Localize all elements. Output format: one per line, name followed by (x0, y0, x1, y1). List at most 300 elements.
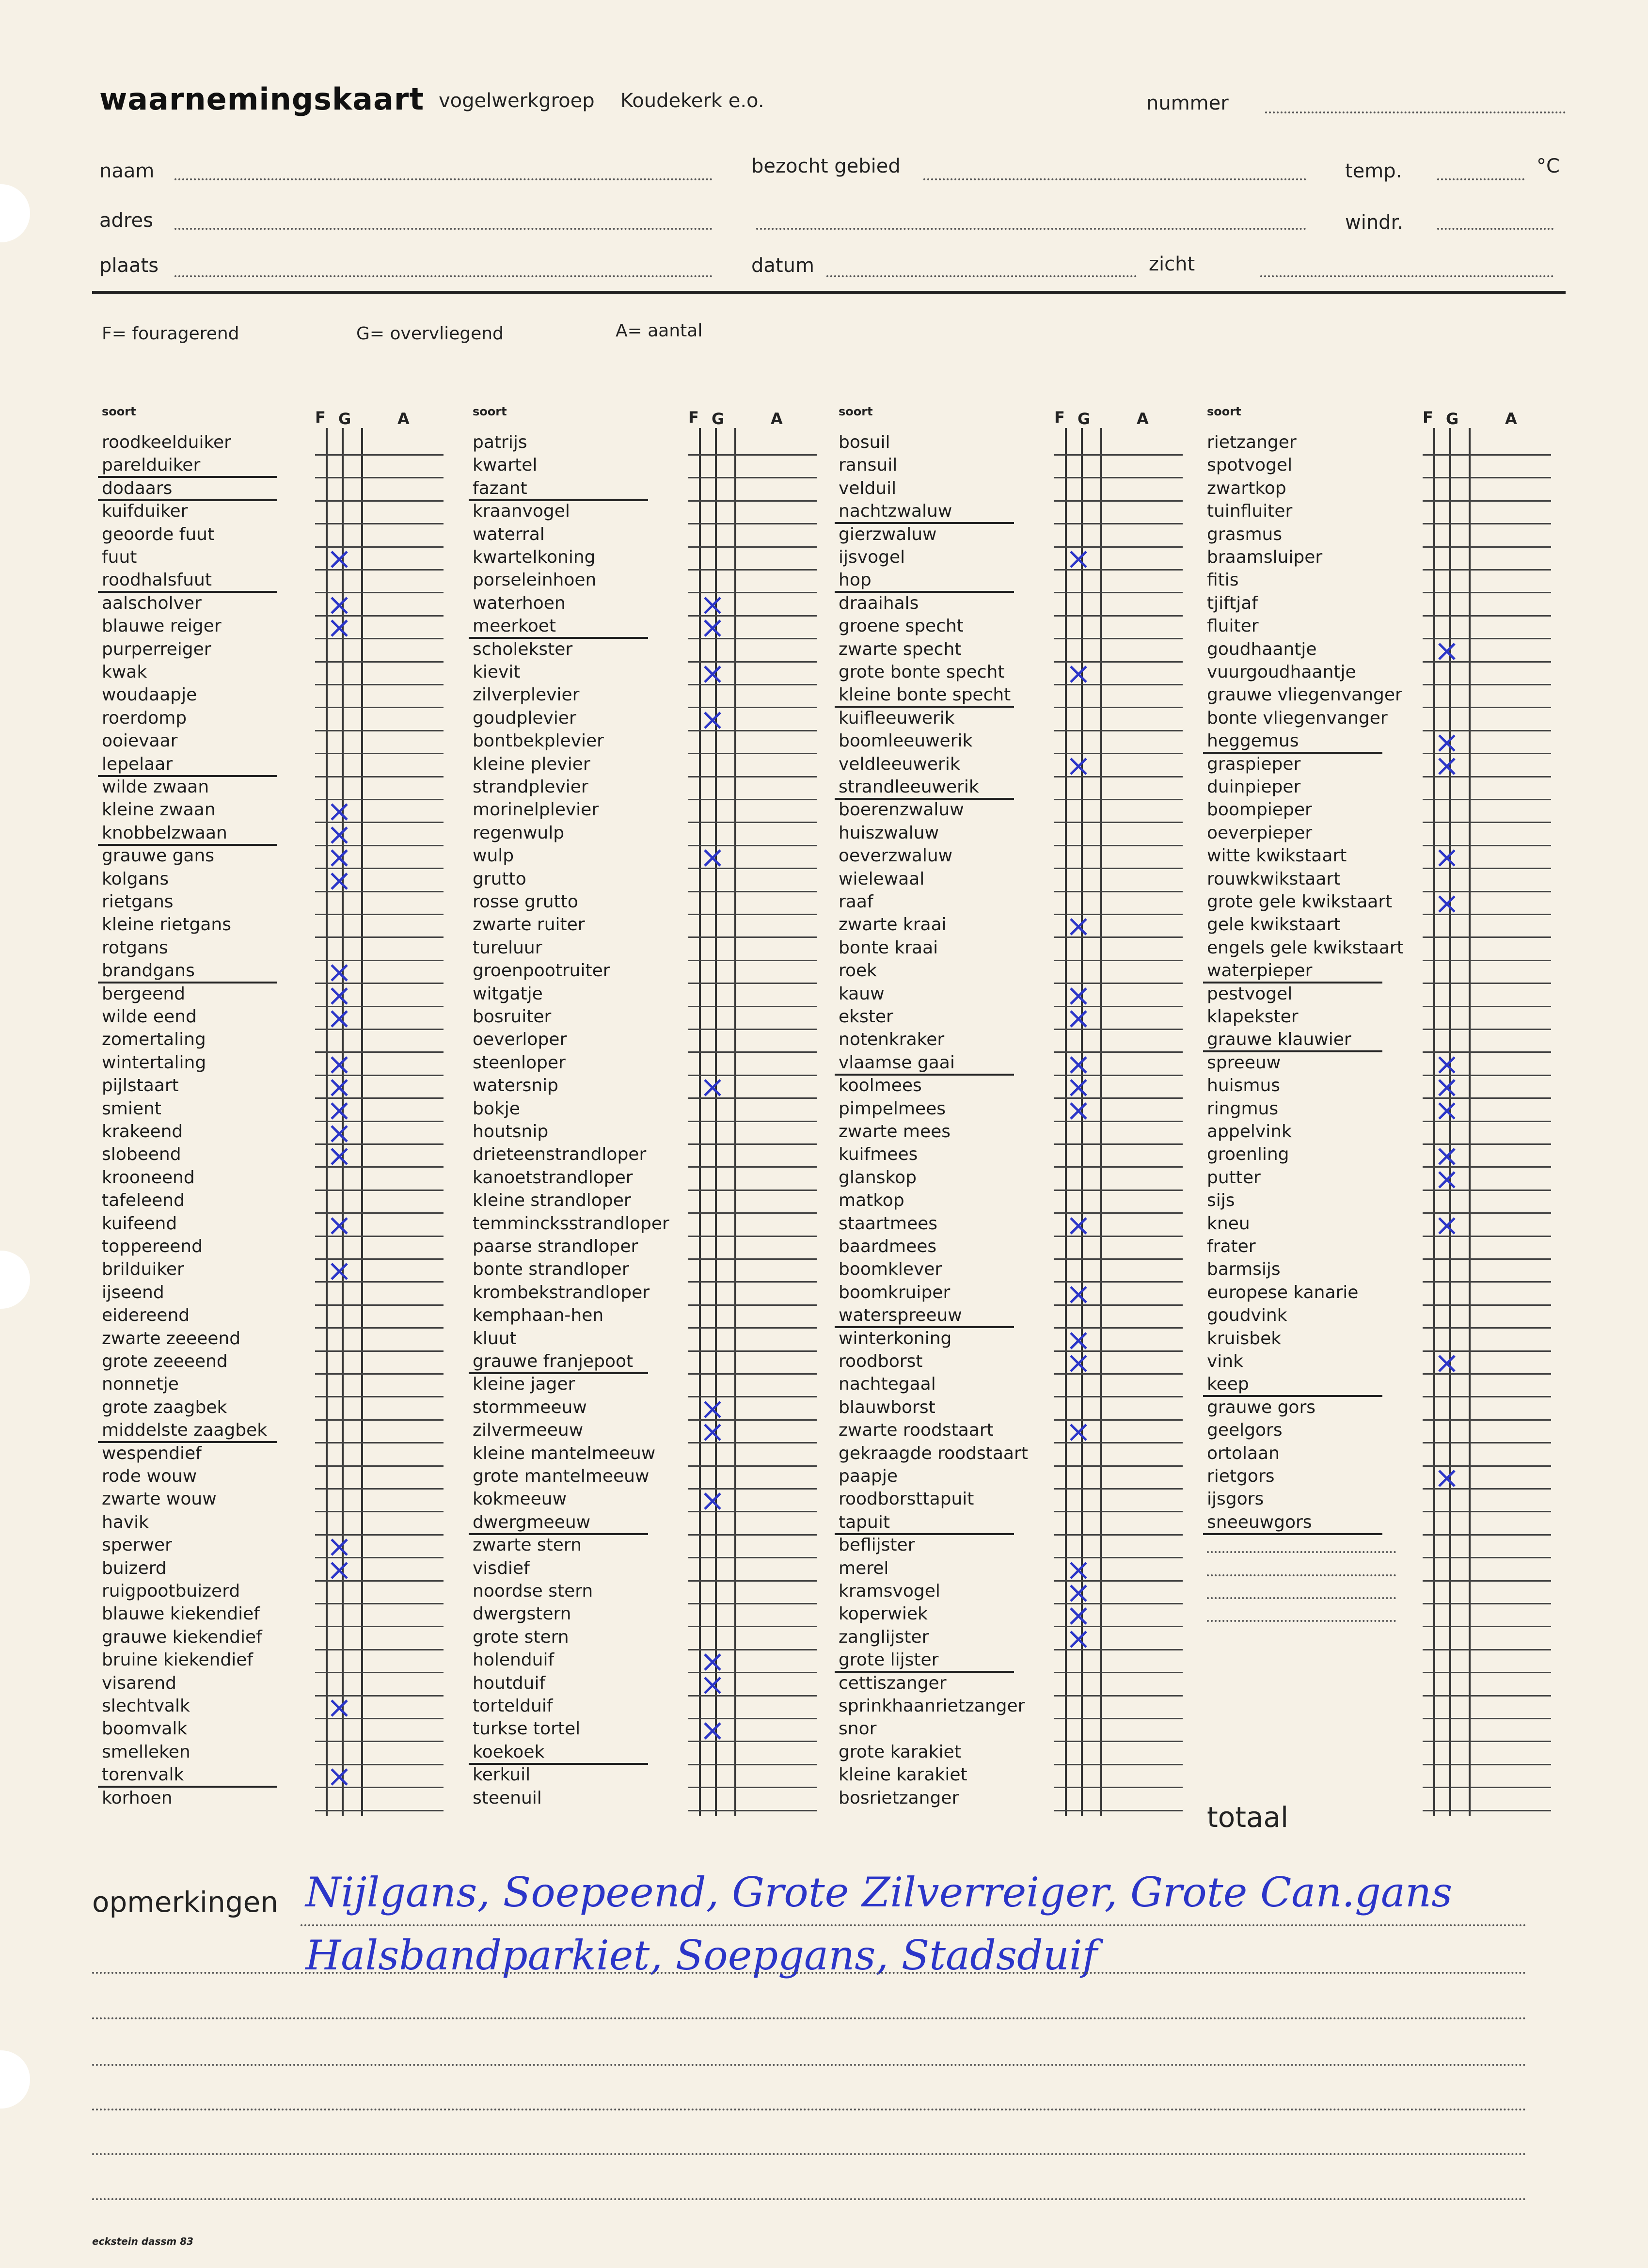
species-row-line[interactable] (688, 1327, 817, 1329)
species-row-line[interactable] (1054, 799, 1183, 800)
species-row-line[interactable] (1054, 1373, 1183, 1375)
species-row-line[interactable] (1054, 753, 1183, 754)
empty-row-line[interactable] (1423, 1603, 1551, 1604)
species-row-line[interactable] (688, 1075, 817, 1076)
species-row-line[interactable] (1054, 1534, 1183, 1536)
species-row-line[interactable] (1423, 1442, 1551, 1443)
species-row-line[interactable] (1054, 1557, 1183, 1558)
species-row-line[interactable] (315, 615, 444, 617)
species-row-line[interactable] (688, 500, 817, 502)
check-mark-icon (330, 596, 349, 615)
species-row-line[interactable] (688, 615, 817, 617)
species-row-line[interactable] (1423, 753, 1551, 754)
species-row-line[interactable] (315, 1075, 444, 1076)
species-row-line[interactable] (688, 1304, 817, 1306)
species-name: dwergstern (473, 1604, 571, 1624)
column-4-g-header: G (1446, 410, 1459, 428)
remarks-line-7[interactable] (92, 2198, 1527, 2200)
empty-row-line[interactable] (1423, 1626, 1551, 1627)
species-row-line[interactable] (1054, 1695, 1183, 1697)
empty-row-line[interactable] (1423, 1764, 1551, 1765)
species-row-line[interactable] (1423, 1534, 1551, 1536)
species-row-line[interactable] (688, 868, 817, 869)
species-row-line[interactable] (1054, 845, 1183, 846)
species-name: keep (1207, 1374, 1249, 1395)
species-row-line[interactable] (1054, 776, 1183, 777)
species-row-line[interactable] (315, 638, 444, 639)
species-row-line[interactable] (688, 523, 817, 524)
species-row-line[interactable] (1423, 891, 1551, 892)
species-row-line[interactable] (1054, 730, 1183, 731)
field-temp-line[interactable] (1437, 178, 1524, 180)
species-row-line[interactable] (1423, 730, 1551, 731)
species-row-line[interactable] (1054, 569, 1183, 571)
species-row-line[interactable] (1054, 891, 1183, 892)
species-row-line[interactable] (315, 868, 444, 869)
species-row-line[interactable] (1054, 1396, 1183, 1397)
empty-row-line[interactable] (1423, 1580, 1551, 1582)
remarks-line-4[interactable] (92, 2064, 1527, 2066)
species-row-line[interactable] (315, 1534, 444, 1536)
species-row-line[interactable] (315, 1649, 444, 1650)
species-row-line[interactable] (1054, 661, 1183, 663)
field-adres-line[interactable] (174, 228, 713, 230)
check-mark-icon (330, 1767, 349, 1787)
species-row-line[interactable] (1054, 1051, 1183, 1053)
empty-species-line[interactable] (1207, 1620, 1396, 1622)
species-row-line[interactable] (315, 1212, 444, 1214)
species-row-line[interactable] (315, 1511, 444, 1512)
species-row-line[interactable] (688, 1419, 817, 1421)
species-row-line[interactable] (1423, 1143, 1551, 1145)
species-row-line[interactable] (1423, 1212, 1551, 1214)
species-row-line[interactable] (1423, 776, 1551, 777)
check-mark-icon (330, 848, 349, 868)
empty-row-line[interactable] (1423, 1557, 1551, 1558)
species-row-line[interactable] (1423, 960, 1551, 961)
species-name: koekoek (473, 1742, 545, 1762)
species-row-line[interactable] (315, 1350, 444, 1352)
species-row-line[interactable] (1423, 1396, 1551, 1397)
species-row-line[interactable] (1054, 936, 1183, 938)
empty-row-line[interactable] (1423, 1649, 1551, 1650)
species-row-line[interactable] (688, 1741, 817, 1742)
species-name: zwarte roodstaart (839, 1420, 994, 1441)
species-row-line[interactable] (1423, 1488, 1551, 1490)
species-row-line[interactable] (1423, 1465, 1551, 1467)
species-row-line[interactable] (1054, 822, 1183, 823)
species-name: rode wouw (102, 1466, 197, 1486)
species-row-line[interactable] (1423, 707, 1551, 708)
species-row-line[interactable] (688, 592, 817, 593)
species-name: wilde eend (102, 1007, 197, 1027)
empty-species-line[interactable] (1207, 1597, 1396, 1599)
species-row-line[interactable] (315, 1672, 444, 1673)
species-row-line[interactable] (688, 477, 817, 478)
species-row-line[interactable] (315, 1121, 444, 1122)
species-name: smelleken (102, 1742, 190, 1762)
species-row-line[interactable] (1423, 983, 1551, 984)
species-row-line[interactable] (315, 1465, 444, 1467)
species-row-line[interactable] (688, 1787, 817, 1788)
species-row-line[interactable] (688, 1006, 817, 1007)
species-row-line[interactable] (1423, 1327, 1551, 1329)
species-row-line[interactable] (315, 1764, 444, 1765)
species-row-line[interactable] (1054, 1236, 1183, 1237)
species-row-line[interactable] (688, 707, 817, 708)
species-row-line[interactable] (1054, 1626, 1183, 1627)
species-row-line[interactable] (315, 1580, 444, 1582)
species-name: eidereend (102, 1305, 190, 1326)
species-row-line[interactable] (1054, 638, 1183, 639)
species-name: rietgans (102, 892, 174, 912)
species-row-line[interactable] (315, 822, 444, 823)
check-mark-icon (1437, 848, 1457, 868)
species-row-line[interactable] (315, 523, 444, 524)
species-row-line[interactable] (688, 1350, 817, 1352)
species-row-line[interactable] (315, 753, 444, 754)
species-name: havik (102, 1512, 149, 1532)
remarks-line-6[interactable] (92, 2153, 1527, 2155)
species-row-line[interactable] (688, 730, 817, 731)
species-row-line[interactable] (688, 454, 817, 456)
species-row-line[interactable] (1054, 1787, 1183, 1788)
species-row-line[interactable] (1423, 592, 1551, 593)
species-row-line[interactable] (1054, 1649, 1183, 1650)
species-row-line[interactable] (1054, 1006, 1183, 1007)
species-row-line[interactable] (1054, 1488, 1183, 1490)
species-row-line[interactable] (315, 983, 444, 984)
species-row-line[interactable] (688, 546, 817, 548)
field-zicht-line[interactable] (1260, 275, 1553, 277)
species-row-line[interactable] (315, 1006, 444, 1007)
species-name: raaf (839, 892, 873, 912)
empty-row-line[interactable] (1423, 1672, 1551, 1673)
species-row-line[interactable] (315, 1419, 444, 1421)
species-row-line[interactable] (688, 799, 817, 800)
species-row-line[interactable] (315, 1029, 444, 1030)
species-row-line[interactable] (315, 799, 444, 800)
species-row-line[interactable] (1423, 684, 1551, 685)
species-row-line[interactable] (1423, 936, 1551, 938)
species-row-line[interactable] (1054, 707, 1183, 708)
species-row-line[interactable] (688, 1626, 817, 1627)
remarks-line-3[interactable] (92, 2017, 1527, 2019)
species-name: grote gele kwikstaart (1207, 892, 1393, 912)
species-row-line[interactable] (315, 776, 444, 777)
species-row-line[interactable] (1054, 1672, 1183, 1673)
species-name: grauwe franjepoot (473, 1351, 634, 1371)
species-row-line[interactable] (688, 936, 817, 938)
species-row-line[interactable] (1423, 661, 1551, 663)
species-row-line[interactable] (315, 1051, 444, 1053)
species-row-line[interactable] (688, 753, 817, 754)
field-plaats-line[interactable] (174, 275, 713, 277)
species-row-line[interactable] (688, 1695, 817, 1697)
species-row-line[interactable] (315, 569, 444, 571)
species-row-line[interactable] (688, 1029, 817, 1030)
species-row-line[interactable] (1054, 1281, 1183, 1283)
species-row-line[interactable] (688, 569, 817, 571)
species-row-line[interactable] (315, 936, 444, 938)
species-row-line[interactable] (1423, 569, 1551, 571)
species-row-line[interactable] (688, 776, 817, 777)
species-row-line[interactable] (1054, 914, 1183, 915)
species-row-line[interactable] (688, 1143, 817, 1145)
species-row-line[interactable] (688, 1166, 817, 1168)
species-row-line[interactable] (1054, 960, 1183, 961)
species-row-line[interactable] (315, 914, 444, 915)
species-row-line[interactable] (1054, 868, 1183, 869)
species-row-line[interactable] (315, 500, 444, 502)
species-row-line[interactable] (315, 960, 444, 961)
species-row-line[interactable] (688, 1557, 817, 1558)
species-row-line[interactable] (315, 1236, 444, 1237)
species-row-line[interactable] (315, 1396, 444, 1397)
species-row-line[interactable] (1054, 1327, 1183, 1329)
species-row-line[interactable] (315, 1097, 444, 1099)
check-mark-icon (1069, 550, 1088, 569)
species-name: geoorde fuut (102, 524, 215, 544)
species-row-line[interactable] (1054, 1465, 1183, 1467)
species-row-line[interactable] (315, 1190, 444, 1191)
species-row-line[interactable] (315, 1626, 444, 1627)
species-row-line[interactable] (688, 1258, 817, 1260)
species-row-line[interactable] (1423, 1373, 1551, 1375)
species-name: watersnip (473, 1076, 558, 1096)
species-row-line[interactable] (1423, 845, 1551, 846)
species-row-line[interactable] (1054, 1190, 1183, 1191)
species-row-line[interactable] (1423, 477, 1551, 478)
species-row-line[interactable] (688, 1281, 817, 1283)
species-row-line[interactable] (1423, 1304, 1551, 1306)
species-row-line[interactable] (688, 1534, 817, 1536)
species-name: glanskop (839, 1167, 917, 1188)
species-row-line[interactable] (315, 730, 444, 731)
species-row-line[interactable] (1423, 1419, 1551, 1421)
species-row-line[interactable] (1423, 615, 1551, 617)
empty-row-line[interactable] (1423, 1741, 1551, 1742)
species-row-line[interactable] (1423, 914, 1551, 915)
field-naam-line[interactable] (174, 178, 713, 180)
field-datum-line[interactable] (826, 275, 1137, 277)
species-row-line[interactable] (1054, 1258, 1183, 1260)
species-row-line[interactable] (688, 960, 817, 961)
species-row-line[interactable] (1423, 1097, 1551, 1099)
species-row-line[interactable] (688, 1212, 817, 1214)
species-row-line[interactable] (1054, 477, 1183, 478)
species-row-line[interactable] (1423, 1190, 1551, 1191)
species-row-line[interactable] (1054, 684, 1183, 685)
species-row-line[interactable] (688, 1764, 817, 1765)
field-nummer-line[interactable] (1265, 111, 1566, 113)
species-row-line[interactable] (688, 1511, 817, 1512)
species-row-line[interactable] (315, 891, 444, 892)
species-row-line[interactable] (315, 1810, 444, 1811)
species-row-line[interactable] (315, 1258, 444, 1260)
species-row-line[interactable] (1423, 1350, 1551, 1352)
totaal-label: totaal (1207, 1801, 1289, 1834)
species-row-line[interactable] (315, 592, 444, 593)
species-name: roodkeelduiker (102, 432, 231, 452)
species-row-line[interactable] (315, 1557, 444, 1558)
species-row-line[interactable] (1423, 1281, 1551, 1283)
species-row-line[interactable] (688, 1121, 817, 1122)
species-row-line[interactable] (1423, 638, 1551, 639)
species-row-line[interactable] (315, 1327, 444, 1329)
species-row-line[interactable] (1054, 1166, 1183, 1168)
species-row-line[interactable] (1054, 1350, 1183, 1352)
species-row-line[interactable] (315, 707, 444, 708)
species-row-line[interactable] (1054, 1810, 1183, 1811)
species-row-line[interactable] (315, 661, 444, 663)
species-row-line[interactable] (315, 546, 444, 548)
species-row-line[interactable] (1423, 1006, 1551, 1007)
species-row-line[interactable] (688, 1488, 817, 1490)
species-row-line[interactable] (688, 1810, 817, 1811)
species-row-line[interactable] (1054, 1075, 1183, 1076)
species-row-line[interactable] (688, 661, 817, 663)
species-row-line[interactable] (1423, 523, 1551, 524)
species-row-line[interactable] (315, 1143, 444, 1145)
empty-species-line[interactable] (1207, 1574, 1396, 1576)
species-row-line[interactable] (1054, 1741, 1183, 1742)
species-name: visarend (102, 1673, 176, 1693)
species-row-line[interactable] (688, 822, 817, 823)
species-row-line[interactable] (1054, 1029, 1183, 1030)
empty-row-line[interactable] (1423, 1810, 1551, 1811)
species-row-line[interactable] (315, 1695, 444, 1697)
species-row-line[interactable] (315, 1718, 444, 1719)
species-row-line[interactable] (1423, 1511, 1551, 1512)
species-row-line[interactable] (1054, 500, 1183, 502)
species-row-line[interactable] (1054, 1603, 1183, 1604)
species-row-line[interactable] (1054, 546, 1183, 548)
species-row-line[interactable] (1423, 500, 1551, 502)
species-row-line[interactable] (1423, 1258, 1551, 1260)
species-row-line[interactable] (1423, 454, 1551, 456)
species-name: witte kwikstaart (1207, 846, 1347, 866)
species-row-line[interactable] (688, 1236, 817, 1237)
field-bezocht-line[interactable] (923, 178, 1306, 180)
species-row-line[interactable] (688, 1190, 817, 1191)
species-row-line[interactable] (688, 1051, 817, 1053)
empty-row-line[interactable] (1423, 1718, 1551, 1719)
empty-row-line[interactable] (1423, 1695, 1551, 1697)
species-name: kuifmees (839, 1144, 918, 1165)
species-row-line[interactable] (315, 1373, 444, 1375)
species-row-line[interactable] (688, 1396, 817, 1397)
species-row-line[interactable] (1054, 454, 1183, 456)
species-row-line[interactable] (315, 1281, 444, 1283)
species-row-line[interactable] (1054, 523, 1183, 524)
species-row-line[interactable] (1054, 1121, 1183, 1122)
species-name: koperwiek (839, 1604, 928, 1624)
species-row-line[interactable] (688, 1718, 817, 1719)
species-row-line[interactable] (1054, 615, 1183, 617)
species-row-line[interactable] (688, 845, 817, 846)
species-row-line[interactable] (688, 684, 817, 685)
column-3-grid-vline (1100, 428, 1102, 1816)
species-row-line[interactable] (1423, 1075, 1551, 1076)
species-row-line[interactable] (315, 1787, 444, 1788)
species-row-line[interactable] (315, 1166, 444, 1168)
species-row-line[interactable] (1054, 1580, 1183, 1582)
species-row-line[interactable] (1054, 1097, 1183, 1099)
species-row-line[interactable] (1054, 1143, 1183, 1145)
species-name: bontbekplevier (473, 731, 604, 751)
species-row-line[interactable] (315, 1304, 444, 1306)
species-row-line[interactable] (1423, 546, 1551, 548)
species-row-line[interactable] (1423, 1051, 1551, 1053)
species-row-line[interactable] (688, 1580, 817, 1582)
remarks-line-1[interactable] (301, 1924, 1527, 1926)
species-row-line[interactable] (1423, 1236, 1551, 1237)
species-row-line[interactable] (688, 1097, 817, 1099)
species-row-line[interactable] (688, 1649, 817, 1650)
species-name: pestvogel (1207, 983, 1293, 1004)
species-name: spotvogel (1207, 455, 1293, 476)
species-row-line[interactable] (1423, 799, 1551, 800)
species-row-line[interactable] (688, 983, 817, 984)
species-name: drieteenstrandloper (473, 1144, 647, 1165)
species-row-line[interactable] (315, 1603, 444, 1604)
species-name: tortelduif (473, 1696, 553, 1716)
empty-species-line[interactable] (1207, 1551, 1396, 1553)
field-adres-line-2[interactable] (756, 228, 1306, 230)
column-3-f-header: F (1054, 408, 1065, 427)
species-row-line[interactable] (315, 1741, 444, 1742)
form-group: vogelwerkgroep (439, 90, 595, 112)
species-row-line[interactable] (1054, 1718, 1183, 1719)
species-row-line[interactable] (315, 1442, 444, 1443)
species-row-line[interactable] (1423, 1121, 1551, 1122)
species-row-line[interactable] (315, 477, 444, 478)
species-row-line[interactable] (688, 638, 817, 639)
remarks-line-2[interactable] (92, 1972, 1527, 1974)
species-row-line[interactable] (315, 684, 444, 685)
species-row-line[interactable] (1054, 1212, 1183, 1214)
species-row-line[interactable] (1423, 1029, 1551, 1030)
species-row-line[interactable] (688, 1465, 817, 1467)
empty-row-line[interactable] (1423, 1787, 1551, 1788)
species-row-line[interactable] (315, 845, 444, 846)
species-row-line[interactable] (1423, 1166, 1551, 1168)
species-row-line[interactable] (1054, 1304, 1183, 1306)
species-row-line[interactable] (688, 1672, 817, 1673)
species-row-line[interactable] (688, 1603, 817, 1604)
species-row-line[interactable] (1054, 1419, 1183, 1421)
species-row-line[interactable] (688, 891, 817, 892)
species-row-line[interactable] (1054, 592, 1183, 593)
species-name: boomvalk (102, 1719, 188, 1739)
species-row-line[interactable] (315, 1488, 444, 1490)
field-windr-line[interactable] (1437, 228, 1553, 230)
column-4-grid-vline (1469, 428, 1471, 1816)
species-row-line[interactable] (688, 914, 817, 915)
species-row-line[interactable] (315, 454, 444, 456)
species-row-line[interactable] (688, 1373, 817, 1375)
species-row-line[interactable] (1423, 822, 1551, 823)
species-row-line[interactable] (1054, 1764, 1183, 1765)
species-row-line[interactable] (1054, 983, 1183, 984)
species-row-line[interactable] (688, 1442, 817, 1443)
species-name: sijs (1207, 1190, 1235, 1211)
species-row-line[interactable] (1054, 1511, 1183, 1512)
remarks-line-5[interactable] (92, 2109, 1527, 2110)
species-row-line[interactable] (1423, 868, 1551, 869)
species-row-line[interactable] (1054, 1442, 1183, 1443)
